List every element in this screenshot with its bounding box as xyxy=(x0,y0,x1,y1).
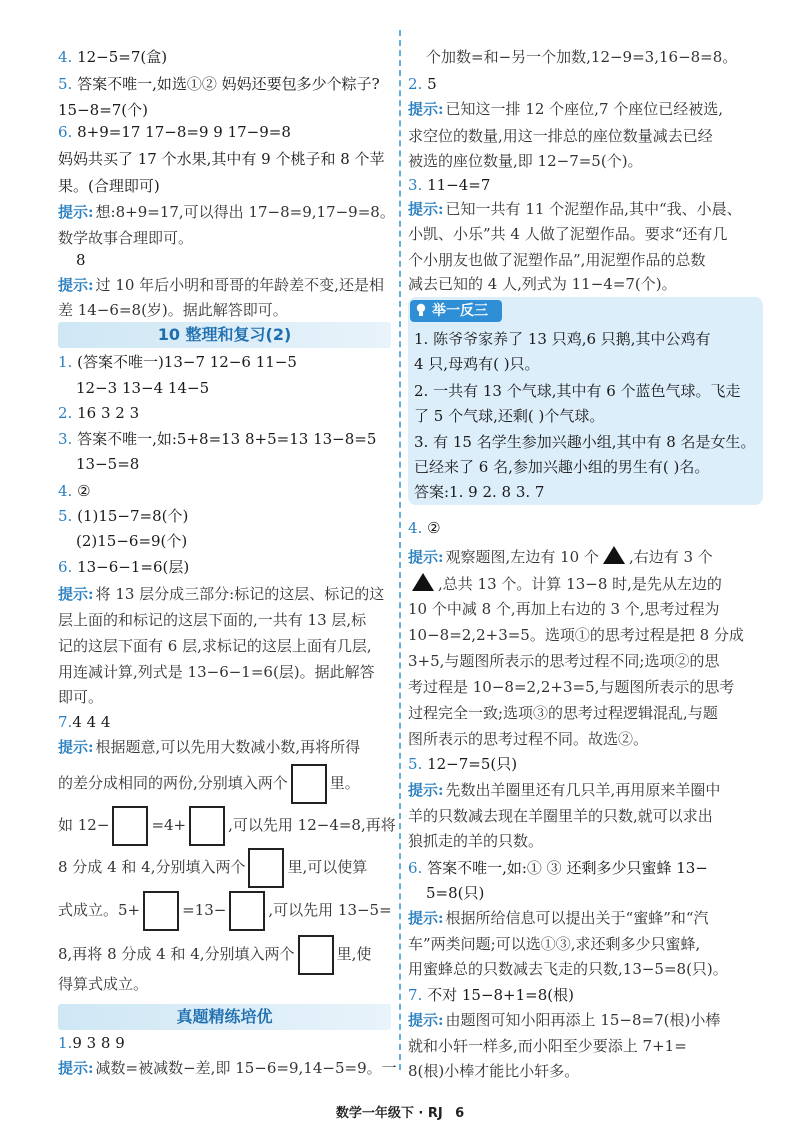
answer-6: 6. 13−6−1=6(层) xyxy=(58,558,190,576)
answer-7: 7. 不对 15−8+1=8(根) xyxy=(408,986,574,1004)
left-column: 4. 12−5=7(盒) 5. 答案不唯一,如选①② 妈妈还要包多少个粽子? 15−8=7(个) 6. 8+9=17 17−8=9 9 17−9=8 妈妈共买了 17 个水果,其中有 9 个桃子和 8 个苹 果。(合理即可) 提示: 想:8+9=17,可以得出 17−8=9,17−9=8。 数学故事合理即可。 8 提示: 过 10 年后小明和哥哥的年龄差不变,还是相 差 14−6=8(岁)。据此解答即可。 10 整理和复习(2) 1. (答案不唯一)13−7 12−6 11−5 12−3 13−4 14−5 2. 16 3 2 3 3. 答案不唯一,如:5+8=13 8+5=13 13−8=5 13−5=8 4. ② 5. (1)15−7=8(个) (2)15−6=9(个) 6. 13−6−1=6(层) 提示: 将 13 层分成三部分:标记的这层、标记的这 层上面的和标记的这层下面的,一共有 13 层,标 记的这层下面有 6 层,求标记的这层上面有几层, 用连减计算,列式是 13−6−1=6(层)。据此解答 即可。 7.4 4 4 提示: 根据题意,可以先用大数减小数,再将所得 的差分成相同的两份,分别填入两个 里。 如 12− =4+ ,可以先用 12−4=8,再将 8 分成 4 和 4,分别填入两个 里,可以使算 式成立。5+ =13− ,可以先用 13−5= 8,再将 8 分成 4 和 4,分别填入两个 里,使 得算式成立。 真题精练培优 1.9 3 8 9 提示: 减数=被减数−差,即 15−6=9,14−5=9。一 xyxy=(58,0,391,1082)
answer-5: 5. 答案不唯一,如选①② 妈妈还要包多少个粽子? xyxy=(58,75,380,93)
practice-q2: 2. 一共有 13 个气球,其中有 6 个蓝色气球。飞走 xyxy=(414,382,741,400)
column-divider xyxy=(399,30,401,1070)
hint: 提示: 想:8+9=17,可以得出 17−8=9,17−9=8。 xyxy=(58,203,395,221)
blank-box xyxy=(112,806,148,846)
page-number: 6 xyxy=(455,1106,465,1121)
answer-2: 2. 5 xyxy=(408,75,437,93)
blank-box xyxy=(298,935,334,975)
section-title: 10 整理和复习(2) xyxy=(58,322,391,348)
answer-5: 5. (1)15−7=8(个) xyxy=(58,507,189,525)
blank-box xyxy=(248,848,284,888)
practice-tag: 举一反三 xyxy=(410,300,502,322)
right-column: 个加数=和−另一个加数,12−9=3,16−8=8。 2. 5 提示: 已知这一排 12 个座位,7 个座位已经被选, 求空位的数量,用这一排总的座位数量减去已经 被选的座位数量,即 12−7=5(个)。 3. 11−4=7 提示: 已知一共有 11 个泥塑作品,其中“我、小晨、 小凯、小乐”共 4 人做了泥塑作品。要求“还有几 个小朋友也做了泥塑作品”,用泥塑作品的总数 减去已知的 4 人,列式为 11−4=7(个)。 举一反三 1. 陈爷爷家养了 13 只鸡,6 只鹅,其中公鸡有 4 只,母鸡有( )只。 2. 一共有 13 个气球,其中有 6 个蓝色气球。飞走 了 5 个气球,还剩( )个气球。 3. 有 15 名学生参加兴趣小组,其中有 8 名是女生。 已经来了 6 名,参加兴趣小组的男生有( )名。 答案:1. 9 2. 8 3. 7 4. ② 提示: 观察题图,左边有 10 个 ,右边有 3 个 ,总共 13 个。计算 13−8 时,是先从左边的 10 个中减 8 个,再加上右边的 3 个,思考过程为 10−8=2,2+3=5。选项①的思考过程是把 8 分成 3+5,与题图所表示的思考过程不同;选项②的思 考过程是 10−8=2,2+3=5,与题图所表示的思考 过程完全一致;选项③的思考过程逻辑混乱,与题 图所表示的思考过程不同。故选②。 5. 12−7=5(只) 提示: 先数出羊圈里还有几只羊,再用原来羊圈中 羊的只数减去现在羊圈里羊的只数,就可以求出 狼抓走的羊的只数。 6. 答案不唯一,如:① ③ 还剩多少只蜜蜂 13− 5=8(只) 提示: 根据所给信息可以提出关于“蜜蜂”和“汽 车”两类问题;可以选①③,求还剩多少只蜜蜂, 用蜜蜂总的只数减去飞走的只数,13−5=8(只)。 7. 不对 15−8+1=8(根) 提示: 由题图可知小阳再添上 15−8=7(根)小棒 就和小轩一样多,而小阳至少要添上 7+1= 8(根)小棒才能比小轩多。 xyxy=(408,0,763,1082)
hint: 提示: 根据所给信息可以提出关于“蜜蜂”和“汽 xyxy=(408,909,709,927)
triangle-icon xyxy=(603,546,625,564)
lightbulb-icon xyxy=(416,303,426,317)
hint: 提示: 将 13 层分成三部分:标记的这层、标记的这 xyxy=(58,585,385,603)
triangle-icon xyxy=(412,573,434,591)
page-footer: 数学一年级下 · RJ 6 xyxy=(335,1106,465,1121)
blank-box xyxy=(143,891,179,931)
answer-1: 1. (答案不唯一)13−7 12−6 11−5 xyxy=(58,353,297,371)
hint: 提示: 已知这一排 12 个座位,7 个座位已经被选, xyxy=(408,100,724,118)
hint: 提示: 根据题意,可以先用大数减小数,再将所得 xyxy=(58,738,361,756)
hint: 提示: 观察题图,左边有 10 个 ,右边有 3 个 xyxy=(408,548,713,566)
hint: 提示: 先数出羊圈里还有几只羊,再用原来羊圈中 xyxy=(408,781,721,799)
answer-5: 5. 12−7=5(只) xyxy=(408,755,518,773)
blank-box xyxy=(229,891,265,931)
answer-4: 4. ② xyxy=(58,482,91,500)
answer-3: 3. 答案不唯一,如:5+8=13 8+5=13 13−8=5 xyxy=(58,430,377,448)
answer-6: 6. 8+9=17 17−8=9 9 17−9=8 xyxy=(58,123,291,141)
hint: 提示: 过 10 年后小明和哥哥的年龄差不变,还是相 xyxy=(58,276,384,294)
hint: 提示: 已知一共有 11 个泥塑作品,其中“我、小晨、 xyxy=(408,200,742,218)
answer-4: 4. ② xyxy=(408,519,441,537)
answer-4: 4. 12−5=7(盒) xyxy=(58,48,168,66)
hint: 提示: 减数=被减数−差,即 15−6=9,14−5=9。一 xyxy=(58,1059,397,1077)
practice-q3: 3. 有 15 名学生参加兴趣小组,其中有 8 名是女生。 xyxy=(414,433,756,451)
answer-6: 6. 答案不唯一,如:① ③ 还剩多少只蜜蜂 13− xyxy=(408,859,708,877)
blank-box xyxy=(189,806,225,846)
hint: 提示: 由题图可知小阳再添上 15−8=7(根)小棒 xyxy=(408,1011,721,1029)
answer-3: 3. 11−4=7 xyxy=(408,176,491,194)
answer-2: 2. 16 3 2 3 xyxy=(58,404,140,422)
practice-q1: 1. 陈爷爷家养了 13 只鸡,6 只鹅,其中公鸡有 xyxy=(414,330,711,348)
answer-1: 1.9 3 8 9 xyxy=(58,1034,125,1052)
practice-answers: 答案:1. 9 2. 8 3. 7 xyxy=(414,483,545,501)
blank-box xyxy=(291,764,327,804)
answer-7: 8 xyxy=(76,251,86,269)
section-title: 真题精练培优 xyxy=(58,1004,391,1030)
answer-7: 7.4 4 4 xyxy=(58,713,111,731)
